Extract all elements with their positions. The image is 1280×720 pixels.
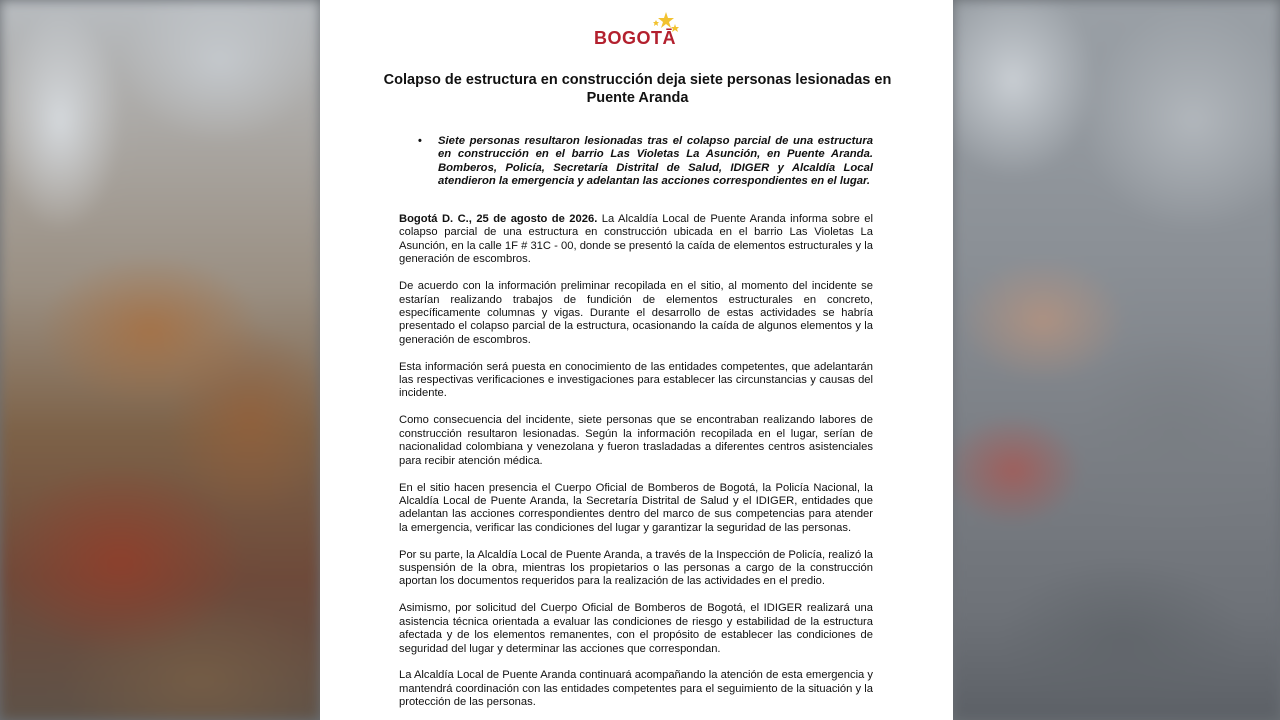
paragraph: De acuerdo con la información preliminar recopilada en el sitio, al momento del incidente se estarían realizando trabajos de fundición de elementos estructurales en concreto, específicamente columnas y vigas. Durante el desarrollo de estas actividades se habría presentado el colapso parcial de la estructura, ocasionando la caída de algunos elementos y la generación de escombros. xyxy=(399,280,873,346)
paragraph: Asimismo, por solicitud del Cuerpo Oficial de Bomberos de Bogotá, el IDIGER realizará una asistencia técnica orientada a evaluar las condiciones de riesgo y estabilidad de la estructura afectada y de los elementos remanentes, con el propósito de establecer las condiciones de seguridad del lugar y determinar las acciones que correspondan. xyxy=(399,602,873,655)
logo-wordmark: BOGOTĀ xyxy=(594,28,676,48)
blurred-background-left xyxy=(0,0,320,720)
paragraph: En el sitio hacen presencia el Cuerpo Oficial de Bomberos de Bogotá, la Policía Nacional, la Alcaldía Local de Puente Aranda, la Secretaría Distrital de Salud y el IDIGER, entidades que adelantan las acciones correspondientes dentro del marco de sus competencias para atender la emergencia, verificar las condiciones del lugar y garantizar la seguridad de las personas. xyxy=(399,481,873,534)
summary-bullet: • Siete personas resultaron lesionadas tras el colapso parcial de una estructura en construcción en el barrio Las Violetas La Asunción, en Puente Aranda. Bomberos, Policía, Secretaría Distrital de Salud, IDIGER y Alcaldía Local atendieron la emergencia y adelantan las acciones correspondientes en el lugar. xyxy=(418,135,873,188)
paragraph: La Alcaldía Local de Puente Aranda continuará acompañando la atención de esta emergencia y mantendrá coordinación con las entidades competentes para el seguimiento de la situación y la protección de las personas. xyxy=(399,669,873,709)
summary-bullets xyxy=(418,135,873,189)
bullet-icon: • xyxy=(418,135,422,147)
bogota-logo xyxy=(594,14,684,54)
document-body xyxy=(399,213,873,720)
dateline: Bogotá D. C., 25 de agosto de 2026. xyxy=(399,213,598,225)
document-title: Colapso de estructura en construcción deja siete personas lesionadas en Puente Aranda xyxy=(383,72,892,106)
paragraph: Como consecuencia del incidente, siete personas que se encontraban realizando labores de construcción resultaron lesionadas. Según la información recopilada en el lugar, serían de nacionalidad colombiana y venezolana y fueron trasladadas a diferentes centros asistenciales para recibir atención médica. xyxy=(399,414,873,467)
paragraph: Por su parte, la Alcaldía Local de Puente Aranda, a través de la Inspección de Policía, realizó la suspensión de la obra, mientras los propietarios o las personas a cargo de la construcción aportan los documentos requeridos para la realización de las actividades en el predio. xyxy=(399,548,873,588)
paragraph: Esta información será puesta en conocimiento de las entidades competentes, que adelantarán las respectivas verificaciones e investigaciones para establecer las circunstancias y causas del incidente. xyxy=(399,360,873,400)
paragraph: Bogotá D. C., 25 de agosto de 2026. La Alcaldía Local de Puente Aranda informa sobre el colapso parcial de una estructura en construcción ubicada en el barrio Las Violetas La Asunción, en la calle 1F # 31C - 00, donde se presentó la caída de elementos estructurales y la generación de escombros. xyxy=(399,213,874,266)
press-release-document xyxy=(320,0,953,720)
blurred-background-right xyxy=(953,0,1280,720)
